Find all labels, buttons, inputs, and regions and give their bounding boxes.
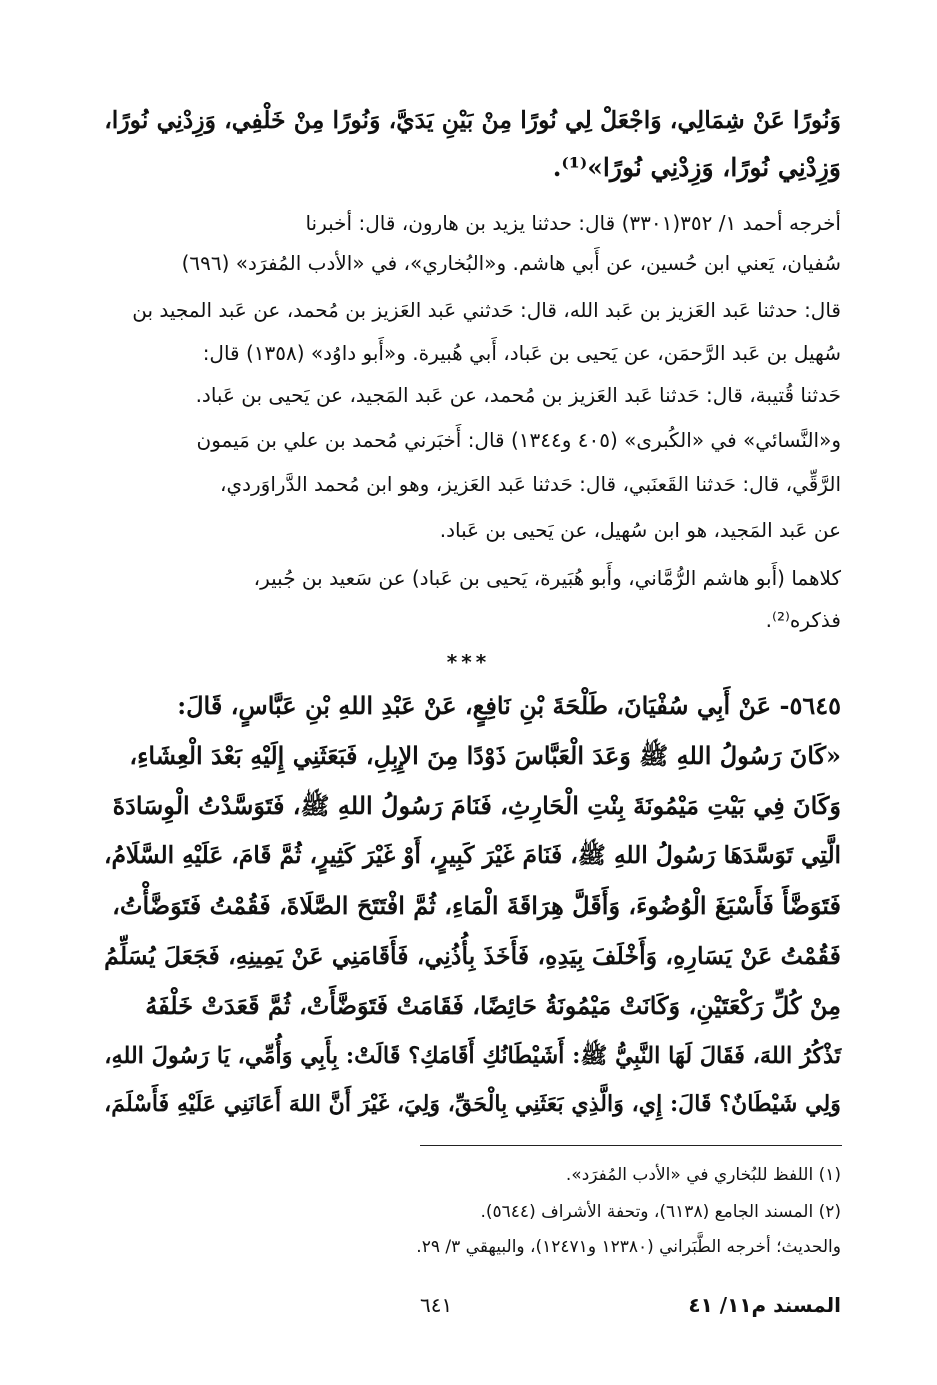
takhrij-line-8: عن عَبد المَجيد، هو ابن سُهيل، عن يَحيى بن عَباد. [439,518,841,542]
footnote-2: (٢) المسند الجامع (٦١٣٨)، وتحفة الأشراف (٥٦٤٤). [480,1202,841,1222]
takhrij-line-7: الرَّقِّي، قال: حَدثنا القَعنَبي، قال: حَدثنا عَبد العَزيز، وهو ابن مُحمد الدَّراوَردي، [220,472,841,496]
footnote-divider [420,1145,842,1146]
prayer-text-line-2: وَزِدْنِي نُورًا، وَزِدْنِي نُورًا»⁽¹⁾. [552,153,841,182]
page-number: ٦٤١ [420,1293,453,1317]
takhrij-line-5: حَدثنا قُتيبة، قال: حَدثنا عَبد العَزيز بن مُحمد، عن عَبد المَجيد، عن يَحيى بن عَباد. [195,383,841,407]
section-separator: *** [446,650,491,674]
hadith-line-5: فَتَوَضَّأَ فَأَسْبَغَ الْوُضُوءَ، وَأَقَلَّ هِرَاقَةَ الْمَاءِ، ثُمَّ افْتَتَحَ الصَّلَاةَ، فَقُمْتُ فَتَوَضَّأْتُ، [112,891,841,920]
hadith-line-9: وَلِي شَيْطَانٌ؟ قَالَ: إِي، وَالَّذِي بَعَثَنِي بِالْحَقِّ، وَلِيَ، غَيْرَ أَنَّ اللهَ أَعَانَنِي عَلَيْهِ فَأَسْلَمَ، [104,1091,841,1117]
hadith-line-7: مِنْ كُلِّ رَكْعَتَيْنِ، وَكَانَتْ مَيْمُونَةُ حَائِضًا، فَقَامَتْ فَتَوَضَّأَتْ، ثُمَّ قَعَدَتْ خَلْفَهُ [145,991,841,1020]
takhrij-line-1: أخرجه أحمد ١/ ٣٥٢(٣٣٠١) قال: حدثنا يزيد بن هارون، قال: أخبرنا [305,211,841,235]
takhrij-line-2: سُفيان، يَعني ابن حُسين، عن أَبي هاشم. و«البُخاري»، في «الأدب المُفرَد» (٦٩٦) [181,251,841,275]
takhrij-line-4: سُهيل بن عَبد الرَّحمَن، عن يَحيى بن عَباد، أَبي هُبيرة. و«أَبو داوُد» (١٣٥٨) قال: [202,341,841,365]
takhrij-line-3: قال: حدثنا عَبد العَزيز بن عَبد الله، قال: حَدثني عَبد العَزيز بن مُحمد، عن عَبد المجيد بن [132,298,841,322]
takhrij-summary-line-1: كلاهما (أَبو هاشم الرُّمَّاني، وأَبو هُبَيرة، يَحيى بن عَباد) عن سَعيد بن جُبير، [253,566,841,590]
footnote-1: (١) اللفظ للبُخاري في «الأدب المُفرَد». [565,1165,841,1185]
hadith-line-2: «كَانَ رَسُولُ اللهِ ﷺ وَعَدَ الْعَبَّاسَ ذَوْدًا مِنَ الإِبِلِ، فَبَعَثَنِي إِلَيْهِ بَعْدَ الْعِشَاءِ، [129,741,841,770]
takhrij-line-6: و«النَّسائي» في «الكُبرى» (٤٠٥ و١٣٤٤) قال: أَخبَرني مُحمد بن علي بن مَيمون [196,428,841,452]
prayer-text-line-1: وَنُورًا عَنْ شِمَالِي، وَاجْعَلْ لِي نُورًا مِنْ بَيْنِ يَدَيَّ، وَنُورًا مِنْ خَلْفِي، وَزِدْنِي نُورًا، [104,106,841,134]
takhrij-summary-line-2: فذكره⁽²⁾. [765,608,841,632]
hadith-line-8: تَذْكُرُ اللهَ، فَقَالَ لَهَا النَّبِيُّ ﷺ: أَشَيْطَانُكِ أَقَامَكِ؟ قَالَتْ: بِأَبِي وَأُمِّي، يَا رَسُولَ اللهِ، [104,1043,841,1069]
hadith-line-4: الَّتِي تَوَسَّدَهَا رَسُولُ اللهِ ﷺ، فَنَامَ غَيْرَ كَبِيرٍ، أَوْ غَيْرَ كَثِيرٍ، ثُمَّ قَامَ، عَلَيْهِ السَّلَامُ، [104,842,841,869]
hadith-line-6: فَقُمْتُ عَنْ يَسَارِهِ، وَأَخْلَفَ بِيَدِهِ، فَأَخَذَ بِأُذُنِي، فَأَقَامَنِي عَنْ يَمِينِهِ، فَجَعَلَ يُسَلِّمُ [104,942,841,970]
hadith-line-3: وَكَانَ فِي بَيْتِ مَيْمُونَةَ بِنْتِ الْحَارِثِ، فَنَامَ رَسُولُ اللهِ ﷺ، فَتَوَسَّدْتُ الْوِسَادَةَ [112,791,841,820]
footnote-3: والحديث؛ أخرجه الطَّبَراني (١٢٣٨٠ و١٢٤٧١)، والبيهقي ٣/ ٢٩. [416,1237,841,1257]
volume-signature: المسند م١١/ ٤١ [688,1293,841,1317]
hadith-line-1: ٥٦٤٥- عَنْ أَبِي سُفْيَانَ، طَلْحَةَ بْنِ نَافِعٍ، عَنْ عَبْدِ اللهِ بْنِ عَبَّاسٍ، قَالَ: [177,691,841,720]
